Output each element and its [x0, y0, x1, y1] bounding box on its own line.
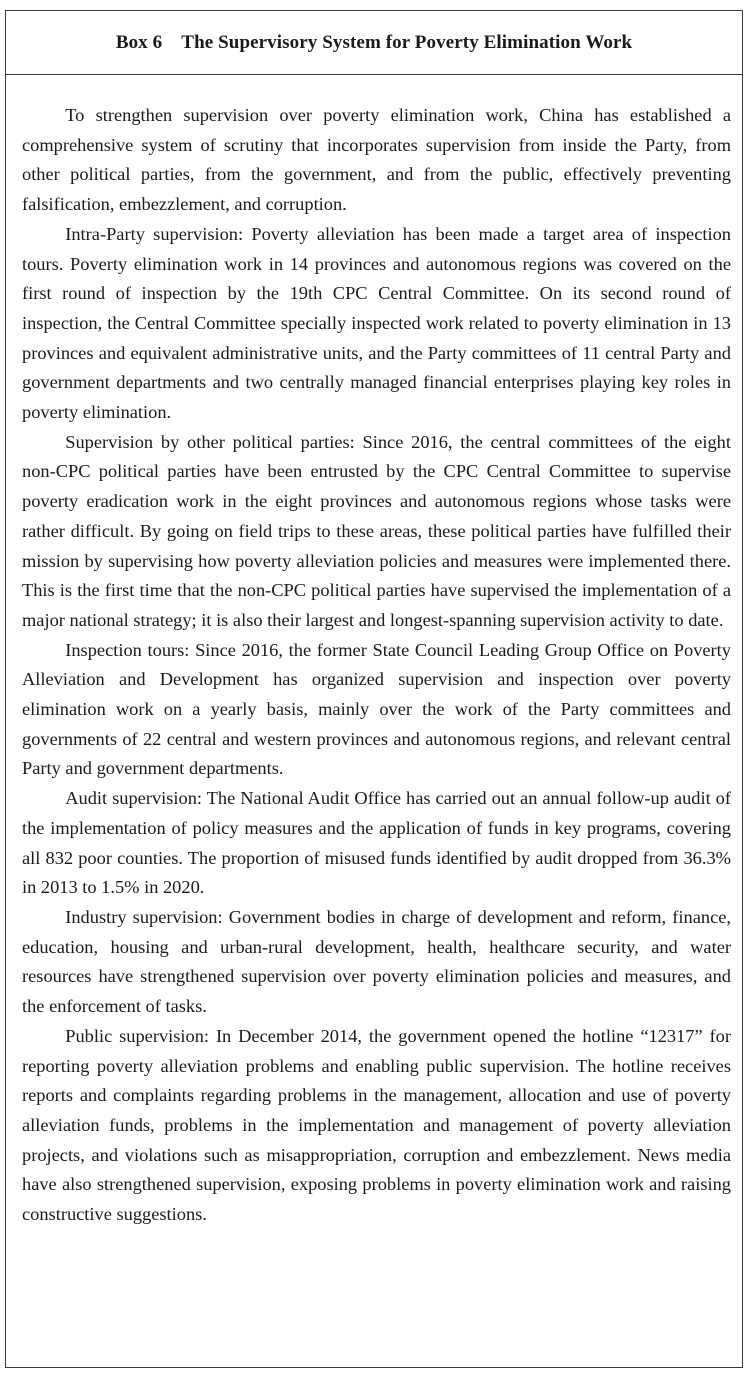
paragraph-intra-party-supervision: Intra-Party supervision: Poverty alleviation has been made a target area of inspection tours. Poverty elimination work in 14 provinces and autonomous regions was covered on the first round of inspection by the 19th CPC Central Committee. On its second round of inspection, the Central Committee specially inspected work related to poverty elimination in 13 provinces and equivalent administrative units, and the Party committees of 11 central Party and government departments and two centrally managed financial enterprises playing key roles in poverty elimination.	[22, 223, 731, 423]
paragraph-other-parties-supervision: Supervision by other political parties: Since 2016, the central committees of the eight non-CPC political parties have been entrusted by the CPC Central Committee to supervise poverty eradication work in the eight provinces and autonomous regions whose tasks were rather difficult. By going on field trips to these areas, these political parties have fulfilled their mission by supervising how poverty alleviation policies and measures were implemented there. This is the first time that the non-CPC political parties have supervised the implementation of a major national strategy; it is also their largest and longest-spanning supervision activity to date.	[22, 431, 731, 630]
box-title: Box 6 The Supervisory System for Poverty Elimination Work	[115, 31, 633, 53]
paragraph-audit-supervision: Audit supervision: The National Audit Office has carried out an annual follow-up audit of the implementation of policy measures and the application of funds in key programs, covering all 832 poor counties. The proportion of misused funds identified by audit dropped from 36.3% in 2013 to 1.5% in 2020.	[22, 788, 731, 898]
paragraph-intro: To strengthen supervision over poverty elimination work, China has established a comprehensive system of scrutiny that incorporates supervision from inside the Party, from other political parties, from the government, and from the public, effectively preventing falsification, embezzlement, and corruption.	[22, 105, 731, 215]
paragraph-industry-supervision: Industry supervision: Government bodies in charge of development and reform, finance, education, housing and urban-rural development, health, healthcare security, and water resources have strengthened supervision over poverty elimination policies and measures, and the enforcement of tasks.	[22, 906, 731, 1017]
text-box	[5, 10, 743, 1368]
paragraph-public-supervision: Public supervision: In December 2014, the government opened the hotline “12317” for reporting poverty alleviation problems and enabling public supervision. The hotline receives reports and complaints regarding problems in the management, allocation and use of poverty alleviation funds, problems in the implementation and management of poverty alleviation projects, and violations such as misappropriation, corruption and embezzlement. News media have also strengthened supervision, exposing problems in poverty elimination work and raising constructive suggestions.	[22, 1025, 731, 1225]
paragraph-inspection-tours: Inspection tours: Since 2016, the former State Council Leading Group Office on Poverty Alleviation and Development has organized supervision and inspection over poverty elimination work on a yearly basis, mainly over the work of the Party committees and governments of 22 central and western provinces and autonomous regions, and relevant central Party and government departments.	[22, 639, 731, 779]
box-body	[6, 75, 742, 1230]
box-header	[6, 11, 742, 75]
